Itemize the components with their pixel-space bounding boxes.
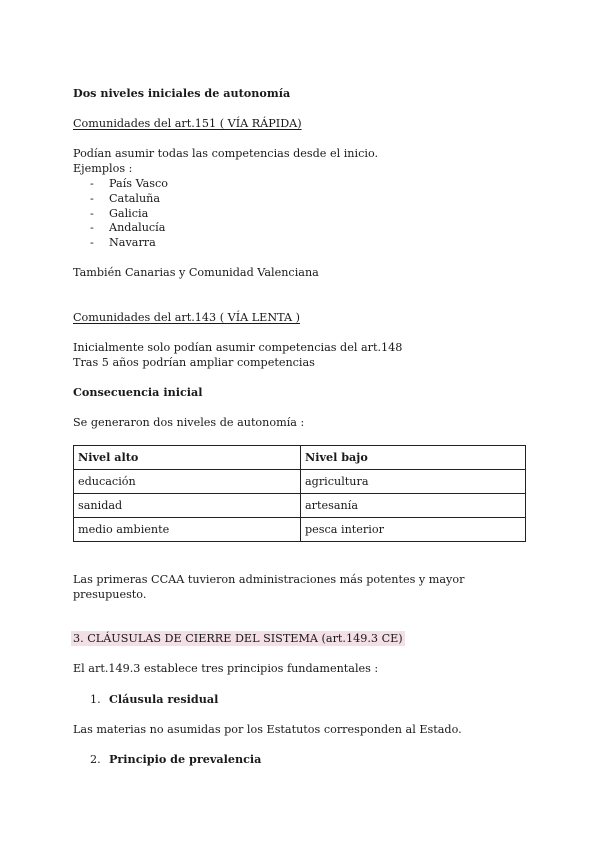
rapid-desc: Podían asumir todas las competencias desde el inicio. xyxy=(73,147,379,160)
table-row xyxy=(74,518,526,542)
example-item: Cataluña xyxy=(109,192,161,205)
section-3-intro: El art.149.3 establece tres principios fundamentales : xyxy=(73,662,379,675)
bullet-dash: - xyxy=(90,192,94,205)
table-header-cell: Nivel bajo xyxy=(301,446,526,470)
table-cell: medio ambiente xyxy=(74,518,301,542)
closing-line-2: presupuesto. xyxy=(73,588,147,601)
examples-label: Ejemplos : xyxy=(73,162,133,175)
section-3-title: 3. CLÁUSULAS DE CIERRE DEL SISTEMA (art.149.3 CE) xyxy=(73,632,403,645)
table-cell: artesanía xyxy=(301,494,526,518)
example-item: Galicia xyxy=(109,207,149,220)
section-heading: Dos niveles iniciales de autonomía xyxy=(73,86,291,100)
principle-1-title: Cláusula residual xyxy=(109,692,219,706)
example-item: Navarra xyxy=(109,236,156,249)
closing-line-1: Las primeras CCAA tuvieron administraciones más potentes y mayor xyxy=(73,573,465,586)
rapid-title: Comunidades del art.151 ( VÍA RÁPIDA) xyxy=(73,117,302,130)
table-header-row xyxy=(74,446,526,470)
bullet-dash: - xyxy=(90,221,94,234)
consequence-intro: Se generaron dos niveles de autonomía : xyxy=(73,416,305,429)
example-item: País Vasco xyxy=(109,177,169,190)
example-item: Andalucía xyxy=(109,221,166,234)
table-row xyxy=(74,470,526,494)
principle-2-title: Principio de prevalencia xyxy=(109,752,262,766)
bullet-dash: - xyxy=(90,236,94,249)
table-cell: agricultura xyxy=(301,470,526,494)
consequence-title: Consecuencia inicial xyxy=(73,385,203,399)
autonomy-levels-table xyxy=(73,445,526,542)
table-cell: sanidad xyxy=(74,494,301,518)
section-3-title-wrap xyxy=(73,631,405,646)
rapid-also: También Canarias y Comunidad Valenciana xyxy=(73,266,319,279)
bullet-dash: - xyxy=(90,207,94,220)
list-number: 1. xyxy=(90,693,101,706)
table-cell: educación xyxy=(74,470,301,494)
table-cell: pesca interior xyxy=(301,518,526,542)
bullet-dash: - xyxy=(90,177,94,190)
list-number: 2. xyxy=(90,753,101,766)
slow-title: Comunidades del art.143 ( VÍA LENTA ) xyxy=(73,311,300,324)
slow-line-2: Tras 5 años podrían ampliar competencias xyxy=(73,356,315,369)
slow-line-1: Inicialmente solo podían asumir competencias del art.148 xyxy=(73,341,403,354)
table-header-cell: Nivel alto xyxy=(74,446,301,470)
table-row xyxy=(74,494,526,518)
principle-1-text: Las materias no asumidas por los Estatutos corresponden al Estado. xyxy=(73,723,462,736)
